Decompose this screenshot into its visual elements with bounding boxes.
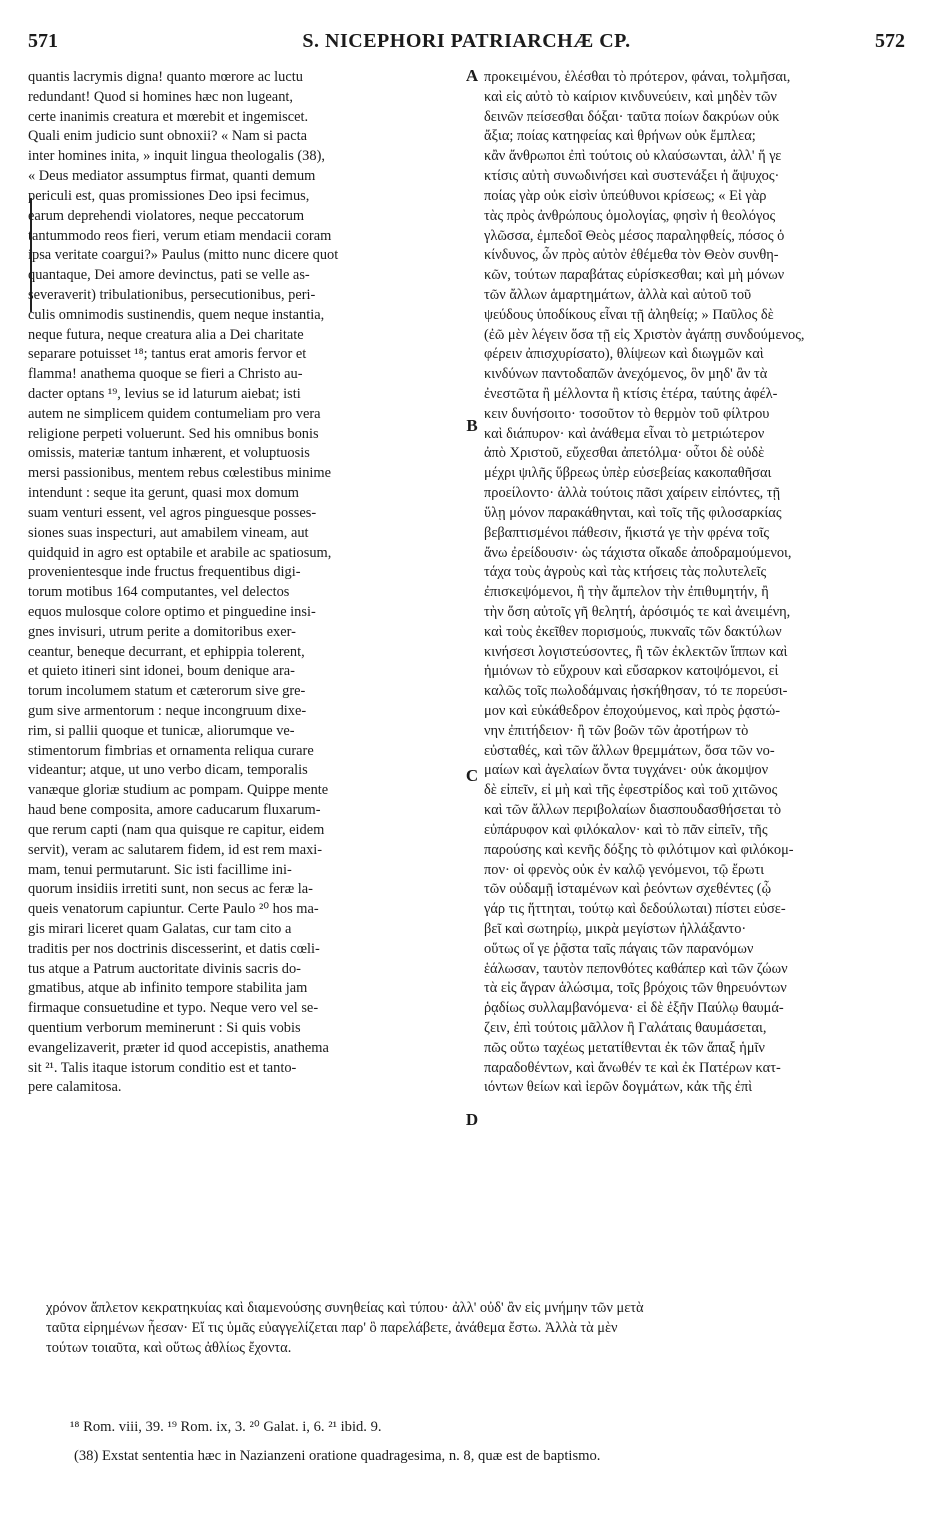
latin-line: autem ne simplicem quidem contumeliam pro vera: [28, 405, 321, 422]
greek-line: τὰ εἰς ἄγραν ἁλώσιμα, τοῖς βρόχοις τῶν θηρευόντων: [484, 980, 787, 997]
latin-line: religione perpeti voluerunt. Sed his omnibus bonis: [28, 425, 319, 442]
greek-line: βεῖ καὶ σωτηρίῳ, μικρὰ μεγίστων ἠλλάξαντο·: [484, 920, 747, 937]
latin-line: gnes invisuri, utrum perite a domitoribus exer-: [28, 623, 296, 640]
latin-line: torum motibus 164 computantes, vel delectos: [28, 584, 290, 601]
greek-line: κἂν ἄνθρωποι ἐπὶ τούτοις οὐ κλαύσωνται, ἀλλ' ἥ γε: [484, 148, 782, 165]
latin-line: evangelizaverit, præter id quod accepistis, anathema: [28, 1039, 329, 1056]
greek-line: καὶ τοὺς ἐκεῖθεν πορισμούς, πυκναῖς τῶν δακτύλων: [484, 623, 782, 640]
page-header: [28, 30, 905, 60]
footnote-references: ¹⁸ Rom. viii, 39. ¹⁹ Rom. ix, 3. ²⁰ Galat. i, 6. ²¹ ibid. 9.: [70, 1419, 382, 1435]
latin-line: rim, si pallii quoque et tunicæ, aliorumque ve-: [28, 722, 295, 739]
greek-line: ποίας γὰρ οὐκ εἰσὶν ὑπεύθυνοι κρίσεως; « Εἰ γὰρ: [484, 187, 767, 204]
latin-line: flamma! anathema quoque se fieri a Christo au-: [28, 366, 303, 383]
latin-line: neque futura, neque creatura alia a Dei charitate: [28, 326, 304, 343]
greek-line: κίνδυνος, ὧν πρὸς αὐτὸν ἐθέμεθα τὸν Θεὸν συνθη-: [484, 247, 779, 264]
latin-line: quantaque, Dei amore devinctus, pati se velle as-: [28, 267, 310, 284]
latin-line: servit), veram ac salutarem fidem, id est rem maxi-: [28, 841, 323, 858]
latin-line: gis mirari liceret quam Galatas, cur tam cito a: [28, 920, 292, 937]
greek-line: τῶν οὐδαμῇ ἱσταμένων καὶ ῥεόντων σχεθέντες (ᾧ: [484, 881, 772, 898]
latin-line: vanæque gloriæ studium ac pompam. Quippe mente: [28, 782, 329, 799]
latin-line: earum deprehendi violatores, neque peccatorum: [28, 207, 305, 224]
page-number-left: 571: [28, 30, 58, 52]
latin-line: queis venatorum capiuntur. Certe Paulo ²⁰ hos ma-: [28, 901, 319, 918]
greek-line: φέρειν ἀπισχυρίσατο), θλίψεων καὶ διωγμῶν καὶ: [484, 346, 764, 363]
greek-line: ἡμιόνων τὸ εὔχρουν καὶ εὔσαρκον κατοψόμενοι, εἰ: [484, 663, 779, 680]
greek-line: οὕτως οἵ γε ῥᾷστα ταῖς πάγαις τῶν παρανόμων: [484, 940, 754, 957]
latin-line: siones suas inspecturi, aut amabilem vineam, aut: [28, 524, 309, 541]
greek-column: [484, 68, 909, 1098]
latin-column: [28, 68, 464, 1098]
latin-line: certe inanimis creatura et mœrebit et ingemiscet.: [28, 108, 309, 125]
greek-line: μον καὶ εὐκάθεδρον ἐποχούμενος, καὶ πρὸς ῥᾳστώ-: [484, 703, 781, 719]
latin-line: inter homines inita, » inquit lingua theologalis (38),: [28, 148, 325, 165]
latin-line: intendunt : seque ita gerunt, quasi mox domum: [28, 485, 299, 502]
greek-line: τῶν ἄλλων ἁμαρτημάτων, ἀλλὰ καὶ αὐτοῦ τοῦ: [484, 286, 752, 303]
latin-line: quantis lacrymis digna! quanto mœrore ac luctu: [28, 69, 303, 85]
greek-line: τάχα τοὺς ἀγροὺς καὶ τὰς κτήσεις τὰς πολυτελεῖς: [484, 564, 767, 581]
greek-line: πῶς οὕτω ταχέως μετατίθενται ἐκ τῶν ἅπαξ ἡμῖν: [484, 1039, 765, 1056]
greek-line: προείλοντο· ἀλλὰ τούτοις πᾶσι χαίρειν εἰπόντες, τῇ: [484, 485, 781, 502]
greek-line: εὐπάρυφον καὶ φιλόκαλον· καὶ τὸ πᾶν εἰπεῖν, τῆς: [484, 821, 768, 838]
greek-line: καὶ διάπυρον· καὶ ἀνάθεμα εἶναι τὸ μετριώτερον: [484, 425, 765, 442]
latin-line: stimentorum fimbrias et ornamenta reliqua curare: [28, 742, 314, 759]
latin-line: ipsa veritate coargui?» Paulus (mitto nunc dicere quot: [28, 247, 339, 264]
greek-line: τὴν ὅση αὐτοῖς γῆ θελητή, ἀρόσιμός τε καὶ ἀνειμένη,: [484, 603, 791, 620]
greek-line: μέχρι ψιλῆς ὕβρεως ὑπὲρ εὐσεβείας κακοπαθῆσαι: [484, 465, 772, 482]
greek-line: νην ἐπιτήδειον· ἢ τῶν βοῶν τῶν ἀροτήρων τὸ: [484, 722, 749, 739]
greek-line: παραδοθέντων, καὶ ἄνωθέν τε καὶ ἐκ Πατέρων κατ-: [484, 1059, 781, 1076]
latin-line: severaverit) tribulationibus, persecutionibus, peri-: [28, 286, 316, 303]
latin-line: traditis per nos doctrinis discesserint, et datis cœli-: [28, 940, 320, 957]
greek-line: καὶ εἰς αὐτὸ τὸ καίριον κινδυνεύειν, καὶ μηδὲν τῶν: [484, 88, 777, 105]
greek-line: κειν δυνήσοιτο· τοσοῦτον τὸ θερμὸν τοῦ φίλτρου: [484, 405, 770, 422]
latin-line: videantur; atque, ut uno verbo dicam, temporalis: [28, 762, 308, 779]
greek-line: ιόντων θείων καὶ ἱερῶν δογμάτων, κἀκ τῆς ἐπὶ: [484, 1079, 753, 1096]
latin-line: culis omnimodis sustinendis, quem neque instantia,: [28, 306, 325, 323]
margin-letter-a: A: [465, 66, 479, 85]
greek-line: ἀπὸ Χριστοῦ, εὔχεσθαι ἀπετόλμα· οὗτοι δὲ οὐδὲ: [484, 445, 765, 462]
latin-line: « Deus mediator assumptus firmat, quanti demum: [28, 168, 316, 185]
latin-line: que rerum capti (nam qua quisque re capitur, eidem: [28, 821, 325, 838]
latin-line: periculi est, quas promissiones Deo ipsi fecimus,: [28, 187, 310, 204]
latin-line: separare potuisset ¹⁸; tantus erat amoris fervor et: [28, 346, 307, 363]
greek-line: πον· οἱ φρενὸς οὐκ ἐν καλῷ γενόμενοι, τῷ ἔρωτι: [484, 861, 765, 878]
greek-line: ψεύδους ὑποδίκους εἶναι τῇ ἀληθείᾳ; » Παῦλος δὲ: [484, 306, 774, 323]
latin-line: equos mulosque colore optimo et pinguedine insi-: [28, 603, 316, 620]
greek-line: ἑάλωσαν, ταυτὸν πεπονθότες καθάπερ καὶ τῶν ζώων: [484, 960, 788, 977]
greek-full-line: ταῦτα εἰρημένων ἦεσαν· Εἴ τις ὑμᾶς εὐαγγελίζεται παρ' ὃ παρελάβετε, ἀνάθεμα ἔστω. Ἀλλὰ τὰ μὲν: [46, 1319, 618, 1336]
latin-line: tantummodo reos fieri, verum etiam mendacii coram: [28, 227, 332, 244]
greek-line: γλῶσσα, ἐμπεδοῖ Θεὸς μέσος παραληφθείς, πόσος ὁ: [484, 227, 785, 244]
latin-line: mam, tenui permutarunt. Sic isti facillime ini-: [28, 861, 292, 878]
latin-line: quorum insidiis irretiti sunt, non secus ac feræ la-: [28, 881, 313, 898]
latin-line: pere calamitosa.: [28, 1079, 122, 1096]
greek-line: ζειν, ἐπὶ τούτοις μᾶλλον ἢ Γαλάταις θαυμάσεται,: [484, 1020, 767, 1036]
latin-line: tus atque a Patrum auctoritate divinis sacris do-: [28, 960, 301, 977]
greek-line: ῥᾳδίως συλλαμβανόμενα· εἰ δὲ ἐξῆν Παύλῳ θαυμά-: [484, 1000, 784, 1017]
latin-line: haud bene composita, amore caducarum fluxarum-: [28, 802, 321, 819]
latin-line: omissis, materiæ tantum inhærent, et voluptuosis: [28, 445, 310, 462]
greek-line: προκειμένου, ἑλέσθαι τὸ πρότερον, φάναι, τολμῆσαι,: [484, 69, 791, 85]
greek-line: μαίων καὶ ἀγελαίων ὄντα τυγχάνει· οὐκ ἀκομψον: [484, 762, 769, 779]
greek-line: κῶν, τούτων παραβάτας εὑρίσκεσθαι; καὶ μὴ μόνων: [484, 267, 785, 284]
latin-line: provenientesque inde fructus frequentibus digi-: [28, 564, 301, 581]
greek-line: δεινῶν πείσεσθαι δόξαι· ταῦτα ποίων δακρύων οὐκ: [484, 108, 780, 125]
greek-line: κινδύνων παντοδαπῶν ἀνεχόμενος, ὃν μηδ' ἂν τὰ: [484, 366, 768, 383]
latin-line: quentium verborum meminerunt : Si quis vobis: [28, 1020, 301, 1036]
latin-line: sit ²¹. Talis itaque istorum conditio est et tanto-: [28, 1059, 297, 1076]
latin-line: gum sive armentorum : neque incongruum dixe-: [28, 703, 307, 719]
latin-line: et quieto itineri sint idonei, boum denique ara-: [28, 663, 295, 680]
latin-line: mersi passionibus, mentem rebus cœlestibus minime: [28, 465, 331, 482]
greek-line: ὕλῃ μόνον παρακάθηνται, καὶ τοῖς τῆς φιλοσαρκίας: [484, 504, 782, 521]
page-number-right: 572: [875, 30, 905, 52]
greek-line: κινήσεσι λογιστεύσοντες, ἢ τῶν ἐκλεκτῶν ἵππων καὶ: [484, 643, 788, 660]
greek-line: ἐνεστῶτα ἢ μέλλοντα ἢ κτίσις ἑτέρα, ταύτης ἀφέλ-: [484, 386, 778, 402]
greek-line: δὲ εἰπεῖν, εἰ μὴ καὶ τῆς ἐφεστρίδος καὶ τοῦ χιτῶνος: [484, 782, 778, 799]
latin-line: suam venturi essent, vel agros pinguesque posses-: [28, 504, 317, 521]
greek-line: κτίσις αὐτὴ συνωδινήσει καὶ συστενάξει ἡ ἄψυχος·: [484, 168, 780, 185]
margin-letter-b: B: [466, 416, 478, 435]
greek-line: καλῶς τοῖς πωλοδάμναις ἠσκήθησαν, τό τε πορεύσι-: [484, 683, 788, 700]
latin-line: firmaque consuetudine et typo. Neque vero vel se-: [28, 1000, 319, 1017]
greek-line: βεβαπτισμένοι πάθεσιν, ἥκιστά γε τὴν φρένα τοῖς: [484, 524, 770, 541]
latin-line: Quali enim judicio sunt obnoxii? « Nam si pacta: [28, 128, 307, 145]
greek-line: (ἐῶ μὲν λέγειν ὅσα τῇ εἰς Χριστὸν ἀγάπῃ συνδούμενος,: [484, 326, 805, 343]
latin-line: torum incolumem statum et cæterorum sive gre-: [28, 683, 306, 700]
greek-line: παρούσης καὶ κενῆς δόξης τὸ φιλότιμον καὶ φιλόκομ-: [484, 841, 794, 858]
greek-full-line: τούτων τοιαῦτα, καὶ οὕτως ἀθλίως ἔχοντα.: [46, 1339, 292, 1356]
greek-line: ἄνω ἐρείδουσιν· ὡς τάχιστα οἴκαδε ἀποδραμούμενοι,: [484, 544, 792, 561]
greek-line: γάρ τις ἥττηται, τούτῳ καὶ δεδούλωται) πίστει εὐσε-: [484, 901, 786, 918]
greek-full-line: χρόνον ἄπλετον κεκρατηκυίας καὶ διαμενούσης συνηθείας καὶ τύπου· ἀλλ' οὐδ' ἂν εἰς μνήμην τῶν μετὰ: [46, 1300, 644, 1316]
footnote-38: (38) Exstat sententia hæc in Nazianzeni oratione quadragesima, n. 8, quæ est de baptismo.: [74, 1448, 601, 1464]
latin-line: quidquid in agro est optabile et arabile ac spatiosum,: [28, 544, 332, 561]
latin-line: ceantur, beneque decurrant, et ephippia tolerent,: [28, 643, 305, 660]
greek-line: καὶ τῶν ἄλλων περιβολαίων διασπουδασθήσεται τὸ: [484, 802, 782, 819]
latin-line: dacter optans ¹⁹, levius se id laturum aiebat; isti: [28, 386, 301, 402]
latin-line: gmatibus, atque ab infinito tempore stabilita jam: [28, 980, 308, 997]
running-title: S. NICEPHORI PATRIARCHÆ CP.: [302, 30, 631, 52]
latin-line: redundant! Quod si homines hæc non lugeant,: [28, 88, 293, 105]
margin-letter-c: C: [465, 766, 479, 785]
greek-line: εὐσταθές, καὶ τῶν ἄλλων θρεμμάτων, ὅσα τῶν νο-: [484, 742, 775, 759]
greek-line: τὰς πρὸς ἀνθρώπους ὁμολογίας, φησὶν ἡ θεολόγος: [484, 207, 776, 224]
greek-line: ἐπισκεψόμενοι, ἢ τὴν ἄμπελον τὴν ἐπιθυμητήν, ἢ: [484, 584, 769, 601]
greek-line: ἄξια; ποίας κατηφείας καὶ θρήνων οὐκ ἔμπλεα;: [484, 128, 756, 145]
margin-letter-d: D: [465, 1110, 479, 1129]
greek-full-width-text: [46, 1299, 910, 1358]
